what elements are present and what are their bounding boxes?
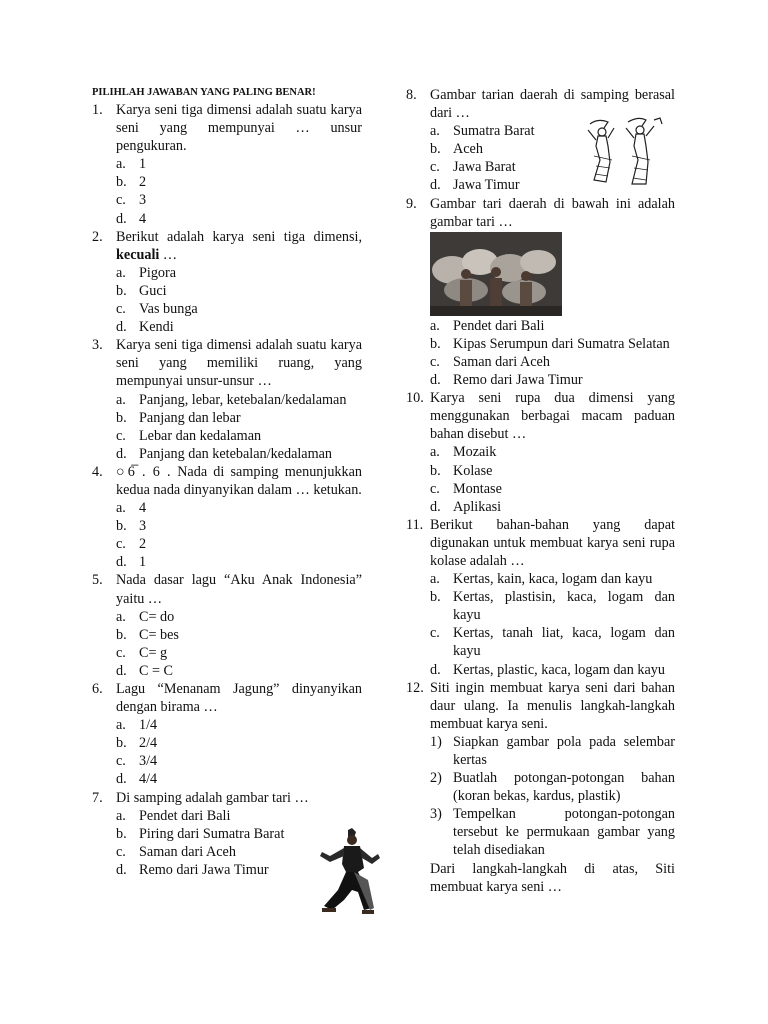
option-b[interactable]	[116, 517, 362, 535]
option-text: 3/4	[139, 753, 158, 770]
question-text-main: Berikut adalah karya seni tiga dimensi,	[116, 228, 362, 245]
question-text-end: …	[159, 246, 178, 263]
option-text: Aplikasi	[453, 498, 502, 515]
option-text: 2	[139, 536, 147, 553]
option-d[interactable]	[116, 445, 362, 463]
option-text: Kertas, tanah liat, kaca, logam dan kayu	[453, 625, 675, 660]
instruction-heading: PILIHLAH JAWABAN YANG PALING BENAR!	[92, 87, 316, 98]
option-label: d.	[430, 177, 441, 194]
option-text: Mozaik	[453, 444, 497, 461]
question-number: 2.	[92, 228, 103, 245]
option-b[interactable]	[116, 626, 362, 644]
option-label: c.	[116, 536, 126, 553]
option-a[interactable]	[430, 570, 675, 588]
option-text: Panjang dan lebar	[139, 409, 241, 426]
option-label: b.	[430, 335, 441, 352]
question-4	[92, 463, 362, 572]
option-label: c.	[430, 159, 440, 176]
question-text-main: Nada di samping menunjukkan kedua nada dinyanyikan dalam … ketukan.	[116, 463, 362, 498]
option-label: d.	[116, 554, 127, 571]
option-d[interactable]	[430, 498, 675, 516]
option-a[interactable]	[116, 499, 362, 517]
question-number: 9.	[406, 195, 417, 212]
question-closing-text: Dari langkah-langkah di atas, Siti membuat karya seni …	[430, 860, 675, 895]
option-text: Kertas, plastisin, kaca, logam dan kayu	[453, 589, 675, 624]
option-text: Saman dari Aceh	[453, 353, 550, 370]
option-label: a.	[116, 391, 126, 408]
option-label: a.	[430, 317, 440, 334]
option-text: Kolase	[453, 462, 493, 479]
option-label: b.	[116, 174, 127, 191]
option-text: Kertas, kain, kaca, logam dan kayu	[453, 571, 653, 588]
question-11	[406, 516, 675, 679]
option-a[interactable]	[116, 716, 362, 734]
question-number: 6.	[92, 681, 103, 697]
step-text: Tempelkan potongan-potongan tersebut ke permukaan gambar yang telah disediakan	[453, 806, 675, 859]
step-label: 3)	[430, 806, 442, 823]
option-d[interactable]	[116, 553, 362, 571]
option-text: C= bes	[139, 626, 179, 643]
question-number: 12.	[406, 679, 424, 696]
question-text: Lagu “Menanam Jagung” dinyanyikan dengan birama …	[116, 681, 362, 716]
option-d[interactable]	[116, 770, 362, 788]
question-text: Karya seni tiga dimensi adalah suatu karya seni yang memiliki ruang, yang mempunyai unsur-unsur …	[116, 337, 362, 390]
option-c[interactable]	[430, 480, 675, 498]
option-b[interactable]	[430, 588, 675, 624]
step-label: 2)	[430, 770, 442, 787]
option-text: C= g	[139, 644, 168, 661]
question-text: Siti ingin membuat karya seni dari bahan daur ulang. Ia menulis langkah-langkah membuat karya seni.	[430, 679, 675, 732]
option-text: 3	[139, 518, 147, 535]
option-label: d.	[116, 662, 127, 679]
option-text: 4	[139, 210, 147, 227]
option-text: Vas bunga	[139, 301, 198, 318]
option-text: Kertas, plastic, kaca, logam dan kayu	[453, 661, 665, 678]
question-10	[406, 389, 675, 516]
option-text: Remo dari Jawa Timur	[139, 861, 269, 878]
option-label: c.	[116, 192, 126, 209]
question-12	[406, 679, 675, 896]
step-label: 1)	[430, 733, 442, 750]
option-label: b.	[116, 626, 127, 643]
option-a[interactable]	[430, 317, 675, 335]
question-emphasis: kecuali	[116, 246, 160, 263]
option-d[interactable]	[430, 371, 675, 389]
option-text: Remo dari Jawa Timur	[453, 372, 583, 389]
option-label: c.	[430, 480, 440, 497]
dancer-remo-image	[318, 828, 382, 916]
question-number: 7.	[92, 789, 103, 806]
option-b[interactable]	[116, 409, 362, 427]
question-text: Karya seni rupa dua dimensi yang menggunakan berbagai macam paduan bahan disebut …	[430, 390, 675, 443]
option-a[interactable]	[116, 807, 362, 825]
option-c[interactable]	[116, 752, 362, 770]
question-text: Gambar tarian daerah di samping berasal dari …	[430, 87, 675, 122]
question-1	[92, 101, 362, 228]
option-label: a.	[116, 717, 126, 734]
option-b[interactable]	[116, 173, 362, 191]
option-text: Panjang, lebar, ketebalan/kedalaman	[139, 391, 347, 408]
option-label: b.	[116, 282, 127, 299]
question-number: 11.	[406, 516, 424, 533]
option-b[interactable]	[430, 335, 675, 353]
option-b[interactable]	[116, 734, 362, 752]
right-column	[406, 86, 675, 896]
option-text: 1	[139, 156, 147, 173]
option-label: a.	[116, 500, 126, 517]
option-label: d.	[430, 372, 441, 389]
music-notation: ○6̅ . 6 .	[116, 463, 172, 480]
option-text: 1/4	[139, 717, 158, 734]
option-label: b.	[116, 735, 127, 752]
option-label: d.	[430, 498, 441, 515]
question-text: Karya seni tiga dimensi adalah suatu karya seni yang mempunyai … unsur pengukuran.	[116, 102, 362, 155]
dancers-line-drawing-image	[584, 116, 664, 188]
question-6	[92, 680, 362, 789]
step-1	[430, 733, 675, 769]
option-label: a.	[116, 608, 126, 625]
question-number: 10.	[406, 390, 424, 407]
question-number: 3.	[92, 337, 103, 354]
option-label: c.	[116, 301, 126, 318]
steps-list	[430, 733, 675, 860]
option-text: Kipas Serumpun dari Sumatra Selatan	[453, 335, 670, 352]
option-text: 2/4	[139, 735, 158, 752]
step-2	[430, 769, 675, 805]
question-2	[92, 228, 362, 337]
option-label: a.	[430, 571, 440, 588]
option-a[interactable]	[116, 608, 362, 626]
option-text: Sumatra Barat	[453, 123, 535, 140]
option-c[interactable]	[116, 191, 362, 209]
option-text: Lebar dan kedalaman	[139, 427, 262, 444]
step-3	[430, 805, 675, 859]
option-label: d.	[116, 319, 127, 336]
option-text: Guci	[139, 282, 167, 299]
option-a[interactable]	[116, 155, 362, 173]
option-text: Montase	[453, 480, 502, 497]
option-c[interactable]	[116, 300, 362, 318]
option-label: b.	[430, 462, 441, 479]
option-text: Pendet dari Bali	[453, 317, 545, 334]
option-a[interactable]	[430, 443, 675, 461]
option-b[interactable]	[430, 462, 675, 480]
option-label: b.	[116, 825, 127, 842]
option-label: c.	[116, 427, 126, 444]
option-label: a.	[116, 156, 126, 173]
option-text: 2	[139, 174, 147, 191]
option-text: 4/4	[139, 771, 158, 788]
option-text: Pendet dari Bali	[139, 807, 231, 824]
option-a[interactable]	[116, 264, 362, 282]
option-c[interactable]	[430, 353, 675, 371]
question-text: Gambar tari daerah di bawah ini adalah gambar tari …	[430, 195, 675, 230]
option-label: d.	[116, 210, 127, 227]
option-c[interactable]	[116, 427, 362, 445]
option-label: a.	[430, 123, 440, 140]
question-number: 8.	[406, 87, 417, 103]
option-label: c.	[116, 644, 126, 661]
option-c[interactable]	[430, 624, 675, 660]
question-number: 1.	[92, 102, 103, 118]
option-text: C = C	[139, 662, 174, 679]
question-text	[116, 228, 362, 264]
question-text	[116, 463, 362, 499]
option-text: Pigora	[139, 264, 177, 281]
option-label: b.	[116, 409, 127, 426]
question-text: Nada dasar lagu “Aku Anak Indonesia” yaitu …	[116, 572, 362, 607]
option-d[interactable]	[430, 661, 675, 679]
options-list	[430, 443, 675, 515]
option-text: C= do	[139, 608, 175, 625]
option-label: b.	[430, 589, 441, 606]
step-text: Buatlah potongan-potongan bahan (koran bekas, kardus, plastik)	[453, 770, 675, 805]
options-list	[430, 317, 675, 389]
left-column	[92, 86, 362, 879]
question-5	[92, 571, 362, 680]
options-list	[430, 570, 675, 679]
options-list	[116, 608, 362, 680]
option-a[interactable]	[116, 391, 362, 409]
option-text: Panjang dan ketebalan/kedalaman	[139, 445, 333, 462]
options-list	[116, 264, 362, 336]
option-d[interactable]	[116, 210, 362, 228]
option-text: 3	[139, 192, 147, 209]
question-3	[92, 336, 362, 463]
option-label: a.	[116, 264, 126, 281]
option-label: c.	[116, 753, 126, 770]
fan-dance-photo	[430, 232, 562, 316]
option-b[interactable]	[116, 282, 362, 300]
question-number: 4.	[92, 463, 103, 480]
question-text: Berikut bahan-bahan yang dapat digunakan untuk membuat karya seni rupa kolase adalah …	[430, 516, 675, 569]
option-label: c.	[430, 625, 440, 642]
option-text: Saman dari Aceh	[139, 843, 236, 860]
option-label: c.	[116, 843, 126, 860]
question-text: Di samping adalah gambar tari …	[116, 789, 309, 806]
option-text: 4	[139, 500, 147, 517]
option-c[interactable]	[116, 644, 362, 662]
option-text: Jawa Timur	[453, 177, 520, 194]
option-label: d.	[116, 445, 127, 462]
option-text: Aceh	[453, 141, 483, 158]
options-list	[116, 155, 362, 227]
option-text: Kendi	[139, 319, 174, 336]
option-label: d.	[116, 771, 127, 788]
option-label: a.	[430, 444, 440, 461]
options-list	[116, 716, 362, 788]
option-label: b.	[116, 518, 127, 535]
option-text: 1	[139, 554, 147, 571]
option-label: c.	[430, 353, 440, 370]
option-label: d.	[430, 661, 441, 678]
option-label: b.	[430, 141, 441, 158]
option-label: d.	[116, 861, 127, 878]
option-text: Jawa Barat	[453, 159, 516, 176]
options-list	[116, 391, 362, 463]
option-c[interactable]	[116, 535, 362, 553]
option-label: a.	[116, 807, 126, 824]
question-number: 5.	[92, 572, 103, 589]
options-list	[116, 499, 362, 571]
step-text: Siapkan gambar pola pada selembar kertas	[453, 733, 675, 768]
option-text: Piring dari Sumatra Barat	[139, 825, 285, 842]
option-d[interactable]	[116, 318, 362, 336]
option-d[interactable]	[116, 662, 362, 680]
